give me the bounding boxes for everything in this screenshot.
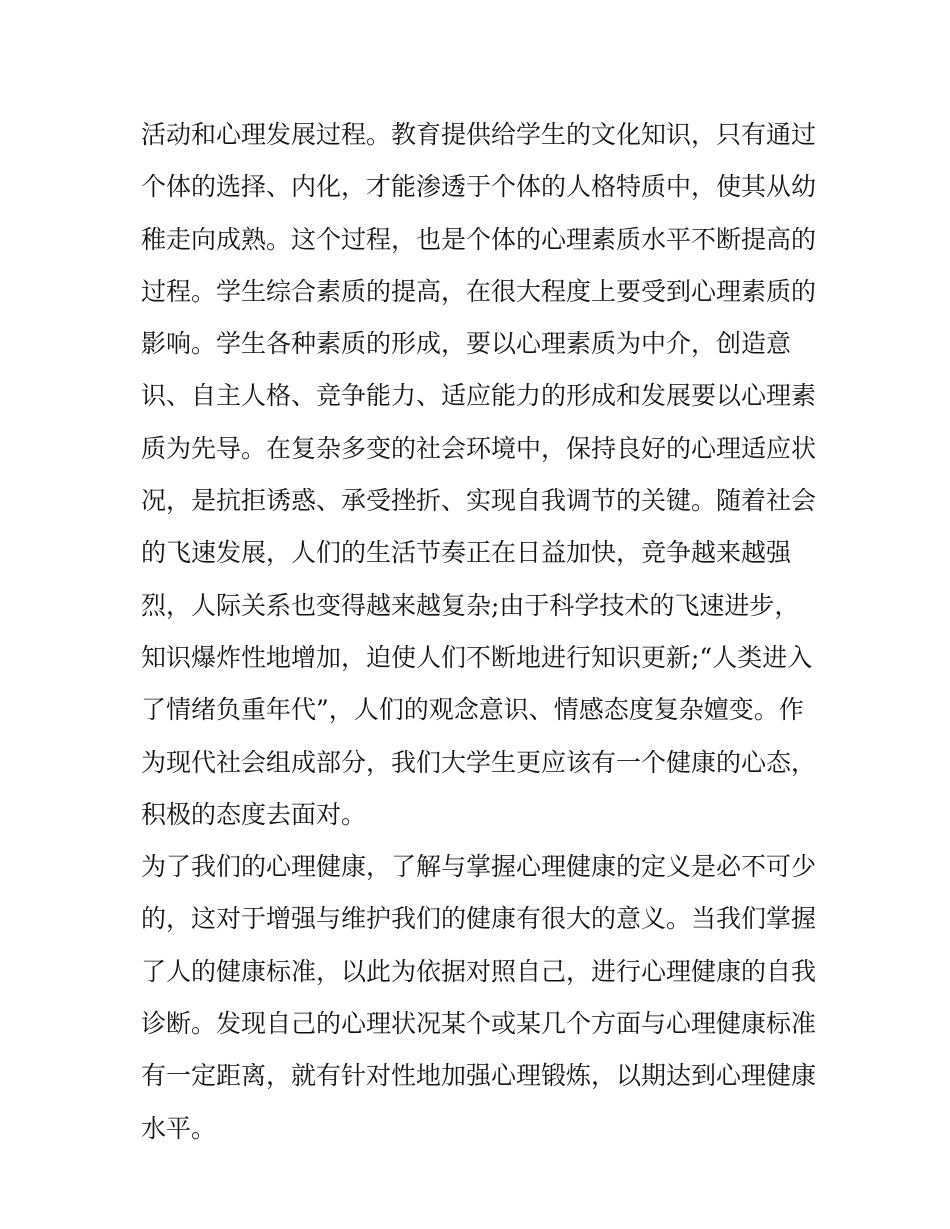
text-line: 烈，人际关系也变得越来越复杂;由于科学技术的飞速进步， [141,590,800,620]
text-line: 影响。学生各种素质的形成，要以心理素质为中介，创造意 [141,329,792,359]
text-line: 活动和心理发展过程。教育提供给学生的文化知识，只有通过 [141,120,817,149]
text-line: 过程。学生综合素质的提高，在很大程度上要受到心理素质的 [141,276,817,306]
text-line: 了人的健康标准，以此为依据对照自己，进行心理健康的自我 [141,956,817,986]
text-line: 的，这对于增强与维护我们的健康有很大的意义。当我们掌握 [141,904,817,934]
paragraph [141,841,821,1155]
text-line: 为了我们的心理健康，了解与掌握心理健康的定义是必不可少 [141,852,817,882]
text-line: 知识爆炸性地增加，迫使人们不断地进行知识更新;“人类进入 [141,642,813,672]
text-line: 稚走向成熟。这个过程，也是个体的心理素质水平不断提高的 [141,224,817,254]
text-line: 识、自主人格、竞争能力、适应能力的形成和发展要以心理素 [141,381,817,411]
text-line: 个体的选择、内化，才能渗透于个体的人格特质中，使其从幼 [141,172,817,202]
paragraph [141,109,821,841]
text-line: 质为先导。在复杂多变的社会环境中，保持良好的心理适应状 [141,433,817,463]
body-text [141,109,821,1155]
text-line: 水平。 [141,1113,217,1143]
text-line: 为现代社会组成部分，我们大学生更应该有一个健康的心态， [141,747,817,777]
text-line: 诊断。发现自己的心理状况某个或某几个方面与心理健康标准 [141,1009,817,1039]
text-line: 的飞速发展，人们的生活节奏正在日益加快，竞争越来越强 [141,538,792,568]
text-line: 况，是抗拒诱惑、承受挫折、实现自我调节的关键。随着社会 [141,486,817,516]
text-line: 了情绪负重年代”，人们的观念意识、情感态度复杂嬗变。作 [141,695,804,725]
text-line: 有一定距离，就有针对性地加强心理锻炼，以期达到心理健康 [141,1061,817,1091]
text-line: 积极的态度去面对。 [141,799,367,829]
